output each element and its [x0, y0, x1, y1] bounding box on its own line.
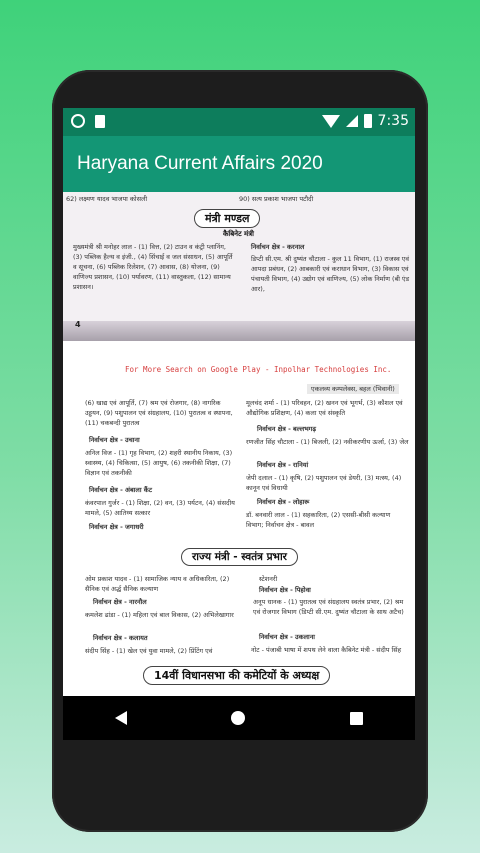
right-col-1-const: निर्वाचन क्षेत्र - बल्लभगढ़ [257, 425, 316, 433]
heading-committees: 14वीं विधानसभा की कमेटियों के अध्यक्ष [143, 666, 330, 685]
state-left-2: कमलेश ढांडा - (1) महिला एवं बाल विकास, (2) अभिलेखागार [85, 611, 234, 619]
right-col-3: जेपी दलाल - (1) कृषि, (2) पशुपालन एवं डेयरी, (3) मत्स्य, (4) कानून एवं विधायी [246, 474, 402, 492]
left-col-3-const: निर्वाचन क्षेत्र - जगाधरी [89, 523, 144, 531]
right-col-3-const: निर्वाचन क्षेत्र - लोहारू [257, 498, 310, 506]
right-col-4: डॉ. बनवारी लाल - (1) सहकारिता, (2) एससी-बीसी कल्याण विभाग; निर्वाचन क्षेत्र - बावल [246, 511, 391, 529]
clock: 7:35 [377, 113, 409, 129]
circle-icon [71, 114, 85, 128]
right-col-2-const: निर्वाचन क्षेत्र - रानियां [257, 461, 309, 469]
recents-icon[interactable] [350, 712, 363, 725]
wifi-icon [322, 115, 340, 128]
sd-card-icon [95, 115, 105, 128]
left-col-2: अनिल विज - (1) गृह विभाग, (2) शहरी स्थानीय निकाय, (3) स्वास्थ्य, (4) चिकित्सा, (5) आयुष, (6) तकनीकी शिक्षा, (7) विज्ञान एवं तकनीकी [85, 449, 233, 477]
dycm-paragraph: डिप्टी सी.एम. श्री दुष्यंत चौटाला - कुल 11 विभाग, (1) राजस्व एवं आपदा प्रबंधन, (2) आबकारी एवं कराधान विभाग, (3) विकास एवं पंचायती विभाग, (4) उद्योग एवं वाणिज्य, (5) लोक निर्माण (बी एंड आर), [251, 255, 410, 293]
state-right-1: स्टेशनरी [259, 575, 278, 583]
state-right-1-const: निर्वाचन क्षेत्र - पिहोवा [259, 586, 311, 594]
left-col-1: (6) खाद्य एवं आपूर्ति, (7) श्रम एवं रोजगार, (8) नागरिक उड्डयन, (9) पशुपालन एवं संग्रहालय, (10) पुरातत्व व स्थापना, (11) चकबन्दी पुरातत्व [85, 399, 233, 427]
app-bar [63, 136, 415, 192]
battery-icon [364, 114, 372, 128]
top-fragment-left: 62) लक्ष्मण यादव भाजपा कोसली [66, 195, 148, 203]
heading-state-ministers: राज्य मंत्री - स्वतंत्र प्रभार [181, 548, 298, 566]
left-col-1-const: निर्वाचन क्षेत्र - उचाना [89, 436, 140, 444]
source-label: एकलव्य कम्पलेक्स, बहल (भिवानी) [307, 384, 399, 394]
state-right-2-const: निर्वाचन क्षेत्र - उकलाना [259, 633, 315, 641]
phone-screen [63, 108, 415, 740]
cm-paragraph: मुख्यमंत्री श्री मनोहर लाल - (1) वित्त, (2) टाउन व कंट्री प्लानिंग, (3) पब्लिक हैल्थ व इंजी., (4) सिंचाई व जल संसाधन, (5) आपूर्ति व सूचना, (6) पब्लिक रिलेशन, (7) आवास, (8) योजना, (9) वाणिज्य प्रशासन, (10) पर्यावरण, (11) वास्तुकला, (12) सामान्य प्रशासन। [73, 243, 233, 291]
status-bar [63, 108, 415, 136]
page-number: 4 [75, 320, 81, 329]
left-col-3: कंवरपाल गुर्जर - (1) शिक्षा, (2) वन, (3) पर्यटन, (4) संसदीय मामले, (5) आतिथ्य सत्कार [85, 499, 235, 517]
navigation-bar [63, 696, 415, 740]
top-fragment-right: 90) सत्य प्रकाश भाजपा पटौदी [239, 195, 314, 203]
right-col-1: मूलचंद शर्मा - (1) परिवहन, (2) खनन एवं भूगर्भ, (3) कौशल एवं औद्योगिक प्रशिक्षण, (4) कला एवं संस्कृति [246, 399, 403, 417]
subheading-cabinet: कैबिनेट मंत्री [223, 230, 254, 238]
state-left-1: ओम प्रकाश यादव - (1) सामाजिक न्याय व अधिकारिता, (2) सैनिक एवं अर्द्ध सैनिक कल्याण [85, 575, 230, 593]
constituency-karnal: निर्वाचन क्षेत्र - करनाल [251, 243, 305, 251]
heading-mantri-mandal: मंत्री मण्डल [194, 209, 260, 228]
state-left-3: संदीप सिंह - (1) खेल एवं युवा मामले, (2) प्रिंटिंग एवं [85, 647, 213, 655]
app-title: Haryana Current Affairs 2020 [77, 153, 323, 174]
signal-icon [346, 115, 358, 127]
state-right-2: अनूप धानक - (1) पुरातत्व एवं संग्रहालय स्वतंत्र प्रभार, (2) श्रम एवं रोजगार विभाग (डिप्टी सी.एम. दुष्यंत चौटाला के साथ अटैच) [253, 598, 404, 616]
note-text: नोट - पंजाबी भाषा में शपथ लेने वाला कैबिनेट मंत्री - संदीप सिंह [251, 646, 402, 654]
state-left-1-const: निर्वाचन क्षेत्र - नारनौल [93, 598, 147, 606]
document-image[interactable] [63, 192, 415, 696]
right-col-2: रणजीत सिंह चौटाला - (1) बिजली, (2) नवीकरणीय ऊर्जा, (3) जेल [246, 438, 409, 446]
promo-text: For More Search on Google Play - Inpolhar Technologies Inc. [125, 365, 392, 374]
page-divider [63, 321, 415, 341]
left-col-2-const: निर्वाचन क्षेत्र - अंबाला कैंट [89, 486, 153, 494]
back-icon[interactable] [115, 711, 127, 725]
state-left-2-const: निर्वाचन क्षेत्र - कलायत [93, 634, 148, 642]
home-icon[interactable] [231, 711, 245, 725]
